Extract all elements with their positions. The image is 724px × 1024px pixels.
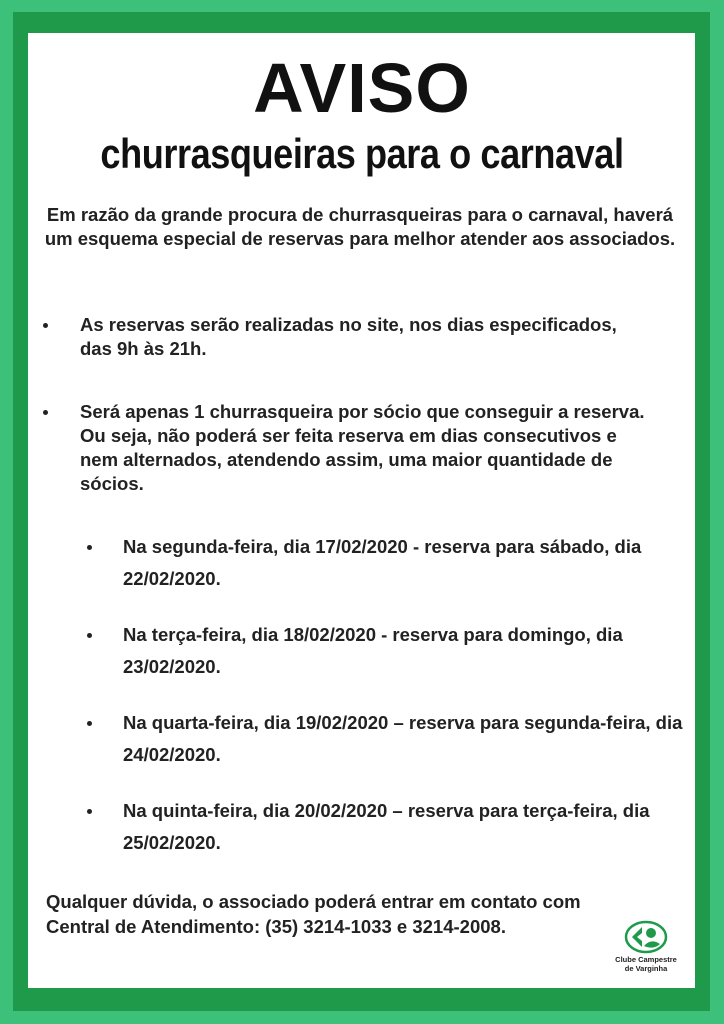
- schedule-item: [123, 531, 683, 595]
- intro-paragraph: Em razão da grande procura de churrasqueiras para o carnaval, haverá um esquema especial de reservas para melhor atender aos associados.: [44, 204, 676, 249]
- bullet-icon: [43, 410, 48, 415]
- schedule-item: [123, 795, 683, 859]
- bullet-icon: [87, 809, 92, 814]
- notice-title: AVISO: [253, 49, 471, 127]
- rule-item: [80, 400, 650, 496]
- logo-text-line1: Clube Campestre: [615, 955, 677, 964]
- schedule-text: Na quinta-feira, dia 20/02/2020 – reserva para terça-feira, dia 25/02/2020.: [123, 800, 650, 853]
- rule-item: [80, 313, 640, 361]
- bullet-icon: [87, 545, 92, 550]
- schedule-text: Na terça-feira, dia 18/02/2020 - reserva para domingo, dia 23/02/2020.: [123, 624, 623, 677]
- schedule-text: Na segunda-feira, dia 17/02/2020 - reserva para sábado, dia 22/02/2020.: [123, 536, 642, 589]
- club-logo: [606, 920, 686, 980]
- schedule-text: Na quarta-feira, dia 19/02/2020 – reserva para segunda-feira, dia 24/02/2020.: [123, 712, 683, 765]
- rule-text: As reservas serão realizadas no site, nos dias especificados, das 9h às 21h.: [80, 314, 617, 359]
- contact-paragraph: Qualquer dúvida, o associado poderá entrar em contato com Central de Atendimento: (35) 3214-1033 e 3214-2008.: [46, 891, 581, 937]
- bullet-icon: [87, 633, 92, 638]
- notice-subtitle: churrasqueiras para o carnaval: [100, 130, 624, 177]
- bullet-icon: [87, 721, 92, 726]
- bullet-icon: [43, 323, 48, 328]
- schedule-item: [123, 707, 683, 771]
- club-emblem-icon: [624, 920, 668, 954]
- rule-text: Será apenas 1 churrasqueira por sócio que conseguir a reserva. Ou seja, não poderá ser feita reserva em dias consecutivos e nem alternados, atendendo assim, uma maior quantidade de sócios.: [80, 401, 645, 494]
- schedule-item: [123, 619, 683, 683]
- logo-text-line2: de Varginha: [624, 964, 668, 973]
